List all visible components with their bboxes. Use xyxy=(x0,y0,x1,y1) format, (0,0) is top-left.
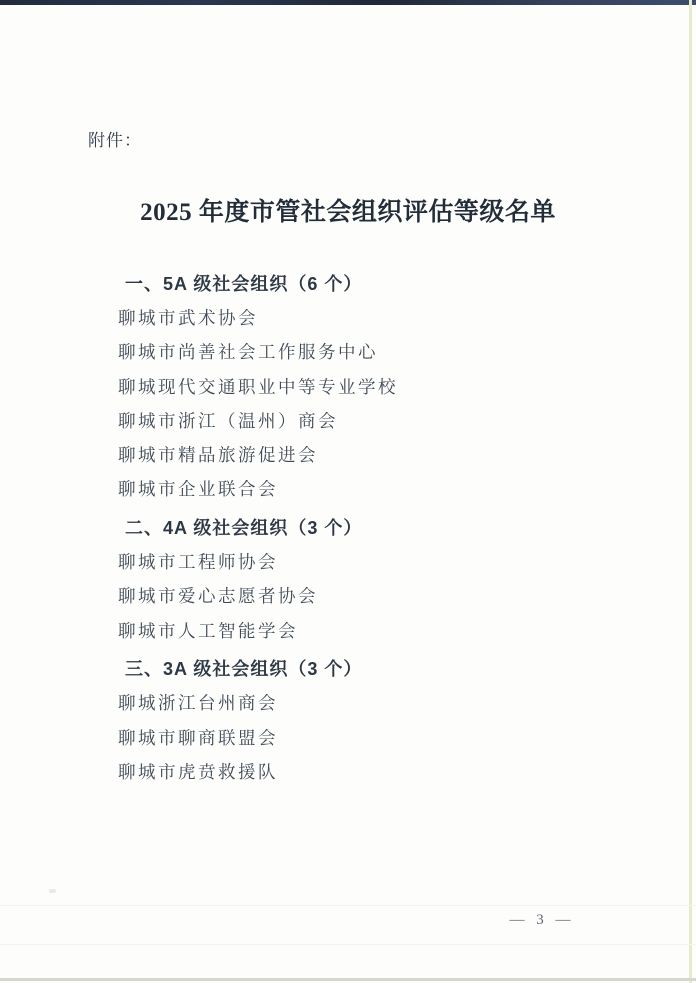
section-heading-3a: 三、3A 级社会组织（3 个） xyxy=(125,659,363,680)
org-list-item: 聊城市尚善社会工作服务中心 xyxy=(118,342,378,363)
scan-edge-right xyxy=(689,0,692,983)
org-list-item: 聊城市企业联合会 xyxy=(118,479,278,500)
org-list-item: 聊城市精品旅游促进会 xyxy=(118,445,318,466)
scan-artifact-line xyxy=(0,905,696,906)
document-body xyxy=(118,266,636,788)
org-list-item: 聊城市浙江（温州）商会 xyxy=(118,410,338,431)
section-heading-5a: 一、5A 级社会组织（6 个） xyxy=(125,274,363,295)
org-list-item: 聊城市虎贲救援队 xyxy=(118,761,278,782)
org-list-item: 聊城现代交通职业中等专业学校 xyxy=(118,376,398,397)
document-title: 2025 年度市管社会组织评估等级名单 xyxy=(140,199,556,226)
org-list-item: 聊城浙江台州商会 xyxy=(118,693,278,714)
org-list-item: 聊城市爱心志愿者协会 xyxy=(118,586,318,607)
org-list-item: 聊城市武术协会 xyxy=(118,307,258,328)
org-list-item: 聊城市人工智能学会 xyxy=(118,620,298,641)
attachment-label: 附件： xyxy=(88,131,142,150)
scan-artifact-speck xyxy=(49,889,56,893)
scan-artifact-line xyxy=(0,944,696,945)
page-number: — 3 — xyxy=(509,912,571,928)
scan-edge-top xyxy=(0,0,696,5)
scan-edge-bottom xyxy=(0,978,696,981)
section-heading-4a: 二、4A 级社会组织（3 个） xyxy=(125,518,363,539)
org-list-item: 聊城市工程师协会 xyxy=(118,552,278,573)
org-list-item: 聊城市聊商联盟会 xyxy=(118,727,278,748)
